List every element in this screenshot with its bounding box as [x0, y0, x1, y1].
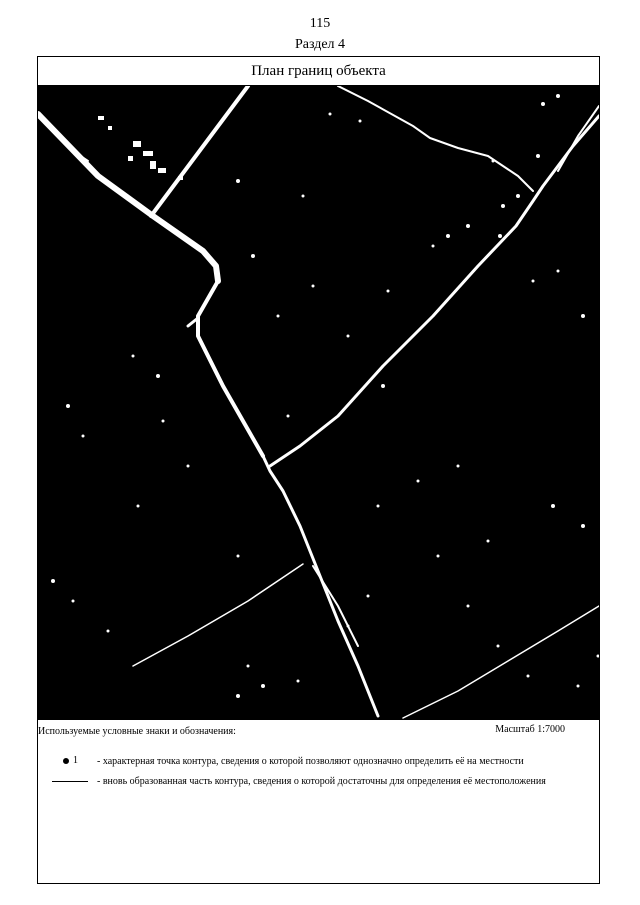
map-drawing	[38, 86, 599, 720]
point-marker-icon	[52, 756, 92, 770]
legend-item-text: - характерная точка контура, сведения о которой позволяют однозначно определить её на местности	[97, 756, 524, 767]
plan-frame	[37, 56, 600, 884]
plan-title: План границ объекта	[38, 57, 599, 86]
thin-line-icon	[52, 776, 92, 790]
legend-item-text: - вновь образованная часть контура, сведения о которой достаточны для определения её местоположения	[97, 776, 546, 787]
point-marker-label: 1	[73, 755, 78, 766]
legend	[38, 720, 599, 883]
section-title: Раздел 4	[294, 37, 346, 52]
page-number: 115	[309, 16, 331, 31]
legend-heading: Используемые условные знаки и обозначения:	[38, 726, 236, 737]
satellite-map	[38, 86, 599, 720]
map-scale: Масштаб 1:7000	[495, 724, 565, 735]
